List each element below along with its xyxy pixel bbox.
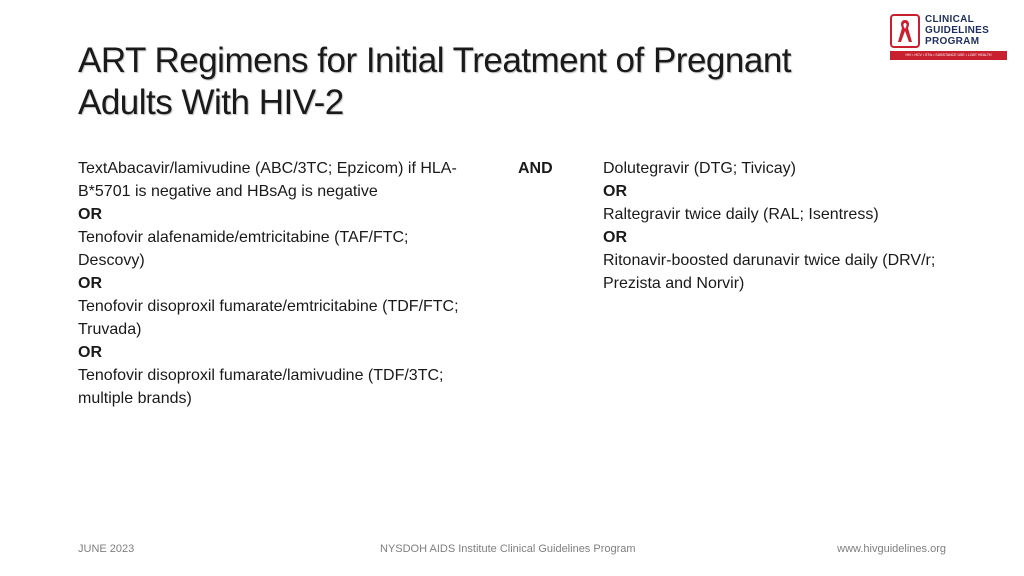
or-separator: OR <box>78 275 102 292</box>
or-separator: OR <box>78 206 102 223</box>
or-separator: OR <box>603 183 627 200</box>
third-drug-options-column <box>603 157 943 295</box>
or-separator: OR <box>78 344 102 361</box>
nrti-option-abc-3tc: TextAbacavir/lamivudine (ABC/3TC; Epzicom) if HLA-B*5701 is negative and HBsAg is negative <box>78 160 457 200</box>
slide-title-line-2: Adults With HIV-2 <box>78 83 344 122</box>
nrti-option-tdf-3tc: Tenofovir disoproxil fumarate/lamivudine (TDF/3TC; multiple brands) <box>78 367 444 407</box>
logo-wordmark <box>925 14 989 47</box>
third-drug-option-drv-r: Ritonavir-boosted darunavir twice daily (DRV/r; Prezista and Norvir) <box>603 252 936 292</box>
logo-text-line-2: GUIDELINES <box>925 25 990 36</box>
slide-title <box>78 40 878 124</box>
or-separator: OR <box>603 229 627 246</box>
nrti-options-column <box>78 157 468 410</box>
logo-text-line-3: PROGRAM <box>925 36 980 47</box>
logo-text-line-1: CLINICAL <box>925 14 975 25</box>
slide-title-line-1: ART Regimens for Initial Treatment of Pregnant <box>78 41 792 80</box>
third-drug-option-dtg: Dolutegravir (DTG; Tivicay) <box>603 160 796 177</box>
logo-tagline: HIV • HCV • STIs • SUBSTANCE USE • LGBT HEALTH <box>890 51 1007 60</box>
nrti-option-tdf-ftc: Tenofovir disoproxil fumarate/emtricitabine (TDF/FTC; Truvada) <box>78 298 459 338</box>
nrti-option-taf-ftc: Tenofovir alafenamide/emtricitabine (TAF/FTC; Descovy) <box>78 229 409 269</box>
and-connector: AND <box>518 160 553 177</box>
red-ribbon-icon <box>896 18 914 44</box>
logo-ribbon-frame <box>890 14 920 48</box>
footer-date: JUNE 2023 <box>78 543 135 555</box>
footer-program: NYSDOH AIDS Institute Clinical Guidelines Program <box>380 543 636 555</box>
third-drug-option-ral: Raltegravir twice daily (RAL; Isentress) <box>603 206 879 223</box>
footer-url: www.hivguidelines.org <box>837 543 946 555</box>
clinical-guidelines-program-logo <box>890 14 1008 64</box>
